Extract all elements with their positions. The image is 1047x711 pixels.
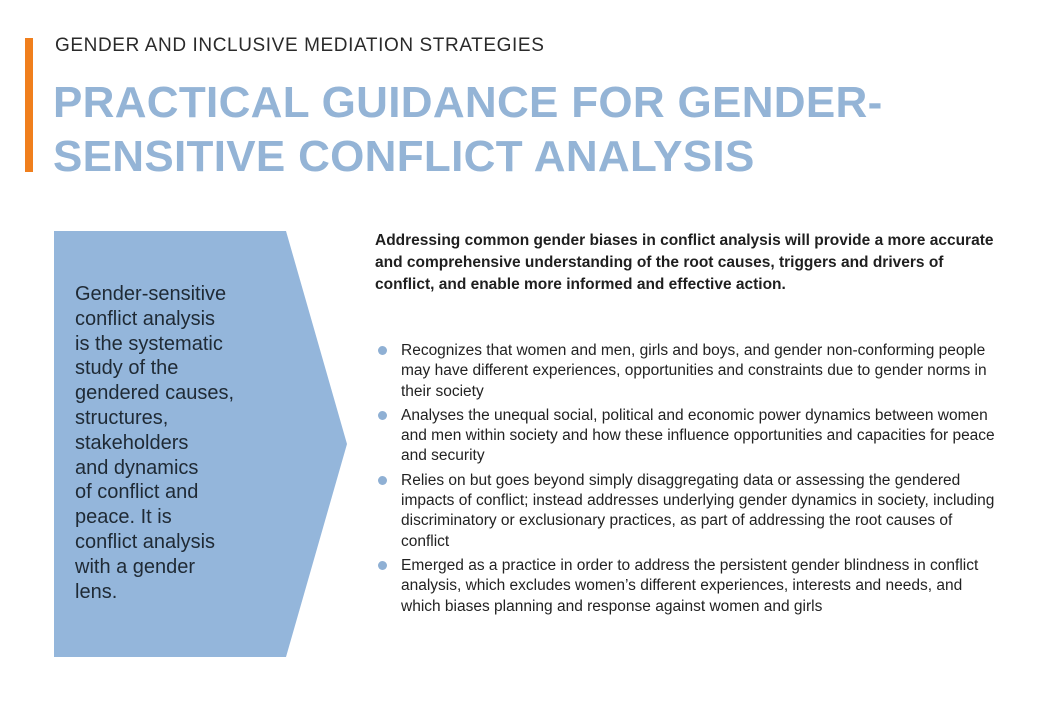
bullet-dot-icon xyxy=(378,346,387,355)
title-line-1: PRACTICAL GUIDANCE FOR GENDER- xyxy=(53,78,883,127)
definition-callout xyxy=(54,231,347,657)
intro-paragraph: Addressing common gender biases in conflict analysis will provide a more accurate and comprehensive understanding of the root causes, triggers and drivers of conflict, and enable more informed and effective action. xyxy=(375,232,994,293)
title-line-2: SENSITIVE CONFLICT ANALYSIS xyxy=(53,132,755,181)
section-overline: GENDER AND INCLUSIVE MEDIATION STRATEGIES xyxy=(55,35,545,56)
definition-line: with a gender xyxy=(75,555,196,578)
list-item xyxy=(375,556,997,617)
bullet-dot-icon xyxy=(378,476,387,485)
list-item-text: Emerged as a practice in order to address the persistent gender blindness in conflict analysis, which excludes women’s different experiences, interests and needs, and which biases planning and response against women and girls xyxy=(401,556,979,615)
list-item-text: Analyses the unequal social, political and economic power dynamics between women and men within society and how these influence opportunities and capacities for peace and security xyxy=(401,406,995,465)
definition-line: peace. It is xyxy=(75,506,172,529)
definition-text xyxy=(75,282,275,604)
list-item xyxy=(375,406,997,467)
definition-line: is the systematic xyxy=(75,332,223,355)
definition-line: conflict analysis xyxy=(75,307,216,330)
bullet-dot-icon xyxy=(378,561,387,570)
list-item xyxy=(375,341,997,402)
definition-line: study of the xyxy=(75,357,179,380)
definition-line: stakeholders xyxy=(75,431,189,454)
definition-line: and dynamics xyxy=(75,456,199,479)
page-title xyxy=(53,76,883,184)
definition-line: structures, xyxy=(75,406,169,429)
list-item-text: Relies on but goes beyond simply disaggregating data or assessing the gendered impacts of conflict; instead addresses underlying gender dynamics in society, including discriminatory or exclusionary practices, as part of addressing the root causes of conflict xyxy=(401,471,995,550)
bullet-dot-icon xyxy=(378,411,387,420)
definition-line: gendered causes, xyxy=(75,382,235,405)
bullet-list xyxy=(375,341,997,621)
list-item xyxy=(375,471,997,552)
accent-bar xyxy=(25,38,33,172)
definition-line: of conflict and xyxy=(75,481,199,504)
list-item-text: Recognizes that women and men, girls and boys, and gender non-conforming people may have different experiences, opportunities and constraints due to gender norms in their society xyxy=(401,342,987,400)
definition-line: conflict analysis xyxy=(75,530,216,553)
definition-line: lens. xyxy=(75,580,118,603)
definition-line: Gender-sensitive xyxy=(75,283,227,305)
